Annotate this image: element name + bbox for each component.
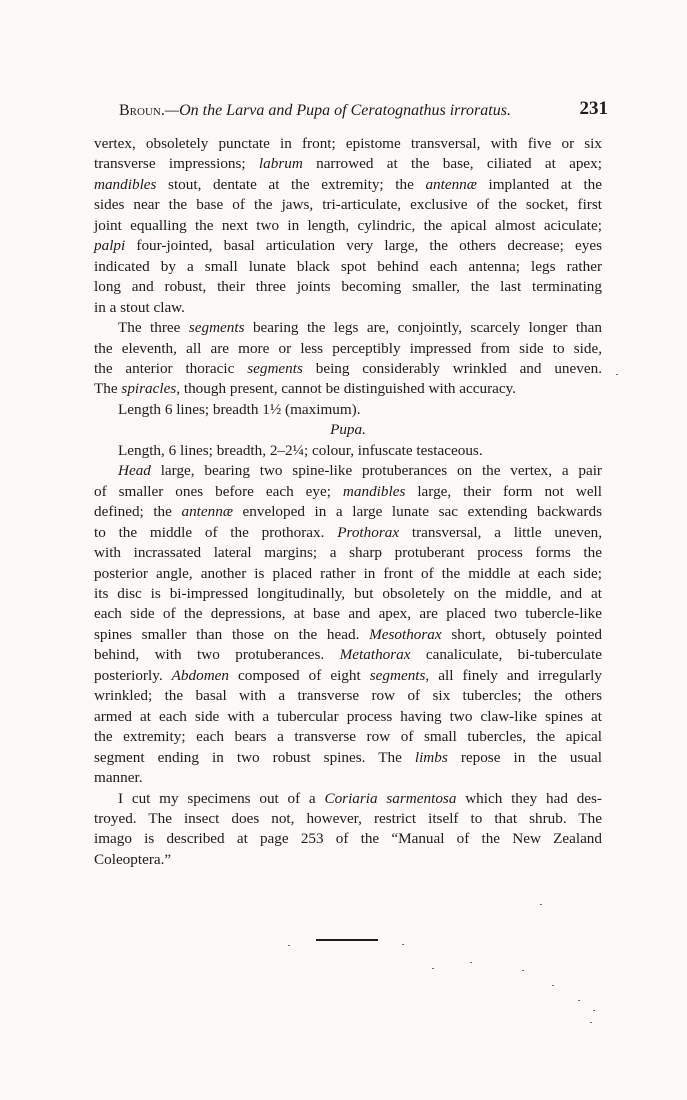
article-title: —On the Larva and Pupa of Ceratognathus irroratus.	[164, 102, 511, 119]
running-head	[94, 96, 608, 122]
text-line: transverse impressions; labrum narrowed at the base, ciliated at apex;	[94, 155, 602, 173]
text-line: troyed. The insect does not, however, restrict itself to that shrub. The	[94, 809, 602, 827]
page-number: 231	[579, 98, 608, 119]
text-line: of smaller ones before each eye; mandibles large, their form not well	[94, 482, 602, 500]
text-line: indicated by a small lunate black spot behind each antenna; legs rather	[94, 257, 602, 275]
text-line: posteriorly. Abdomen composed of eight segments, all finely and irregularly	[94, 666, 602, 684]
text-line: defined; the antennæ enveloped in a large lunate sac extending backwards	[94, 503, 602, 521]
text-line: its disc is bi-impressed longitudinally, but obsoletely on the middle, and at	[94, 584, 602, 602]
text-line: imago is described at page 253 of the “Manual of the New Zealand	[94, 830, 602, 848]
text-line: I cut my specimens out of a Coriaria sarmentosa which they had des-	[118, 789, 602, 807]
text-line: palpi four-jointed, basal articulation very large, the others decrease; eyes	[94, 237, 602, 255]
section-end-rule	[316, 939, 378, 941]
body-text	[94, 134, 602, 870]
text-line: posterior angle, another is placed rather in front of the middle at each side;	[94, 564, 602, 582]
text-line: each side of the depressions, at base and apex, are placed two tubercle-like	[94, 605, 602, 623]
text-line: the eleventh, all are more or less perceptibly impressed from side to side,	[94, 339, 602, 357]
text-line: behind, with two protuberances. Metathorax canaliculate, bi-tuberculate	[94, 646, 603, 664]
text-line: the extremity; each bears a transverse row of small tubercles, the apical	[94, 728, 602, 746]
page	[94, 96, 608, 870]
text-line: Length 6 lines; breadth 1½ (maximum).	[118, 400, 361, 418]
text-line: to the middle of the prothorax. Prothorax transversal, a little uneven,	[94, 523, 602, 541]
text-line: long and robust, their three joints becoming smaller, the last terminating	[94, 278, 602, 296]
text-line: mandibles stout, dentate at the extremity; the antennæ implanted at the	[94, 175, 603, 193]
text-line: vertex, obsoletely punctate in front; epistome transversal, with five or six	[94, 135, 602, 152]
text-line: the anterior thoracic segments being considerably wrinkled and uneven.	[94, 359, 602, 377]
running-head-title	[119, 102, 511, 120]
text-line: wrinkled; the basal with a transverse row of six tubercles; the others	[94, 687, 602, 705]
text-line: Coleoptera.”	[94, 850, 172, 868]
text-line: armed at each side with a tubercular process having two claw-like spines at	[94, 707, 602, 725]
text-line: manner.	[94, 769, 143, 787]
text-line: in a stout claw.	[94, 298, 185, 316]
text-line: with incrassated lateral margins; a sharp protuberant process forms the	[94, 544, 602, 562]
author-name: Broun.	[119, 102, 165, 119]
text-line: The spiracles, though present, cannot be distinguished with accuracy.	[94, 380, 517, 398]
text-line: The three segments bearing the legs are, conjointly, scarcely longer than	[118, 319, 602, 337]
text-line: sides near the base of the jaws, tri-articulate, exclusive of the socket, first	[94, 196, 602, 214]
text-line: segment ending in two robust spines. The limbs repose in the usual	[94, 748, 602, 766]
text-line: Head large, bearing two spine-like protuberances on the vertex, a pair	[118, 462, 602, 480]
text-line: Length, 6 lines; breadth, 2–2¼; colour, infuscate testaceous.	[118, 441, 483, 459]
section-heading-pupa: Pupa.	[330, 421, 366, 439]
text-line: spines smaller than those on the head. Mesothorax short, obtusely pointed	[94, 625, 602, 643]
text-line: joint equalling the next two in length, cylindric, the apical almost aciculate;	[94, 216, 602, 234]
